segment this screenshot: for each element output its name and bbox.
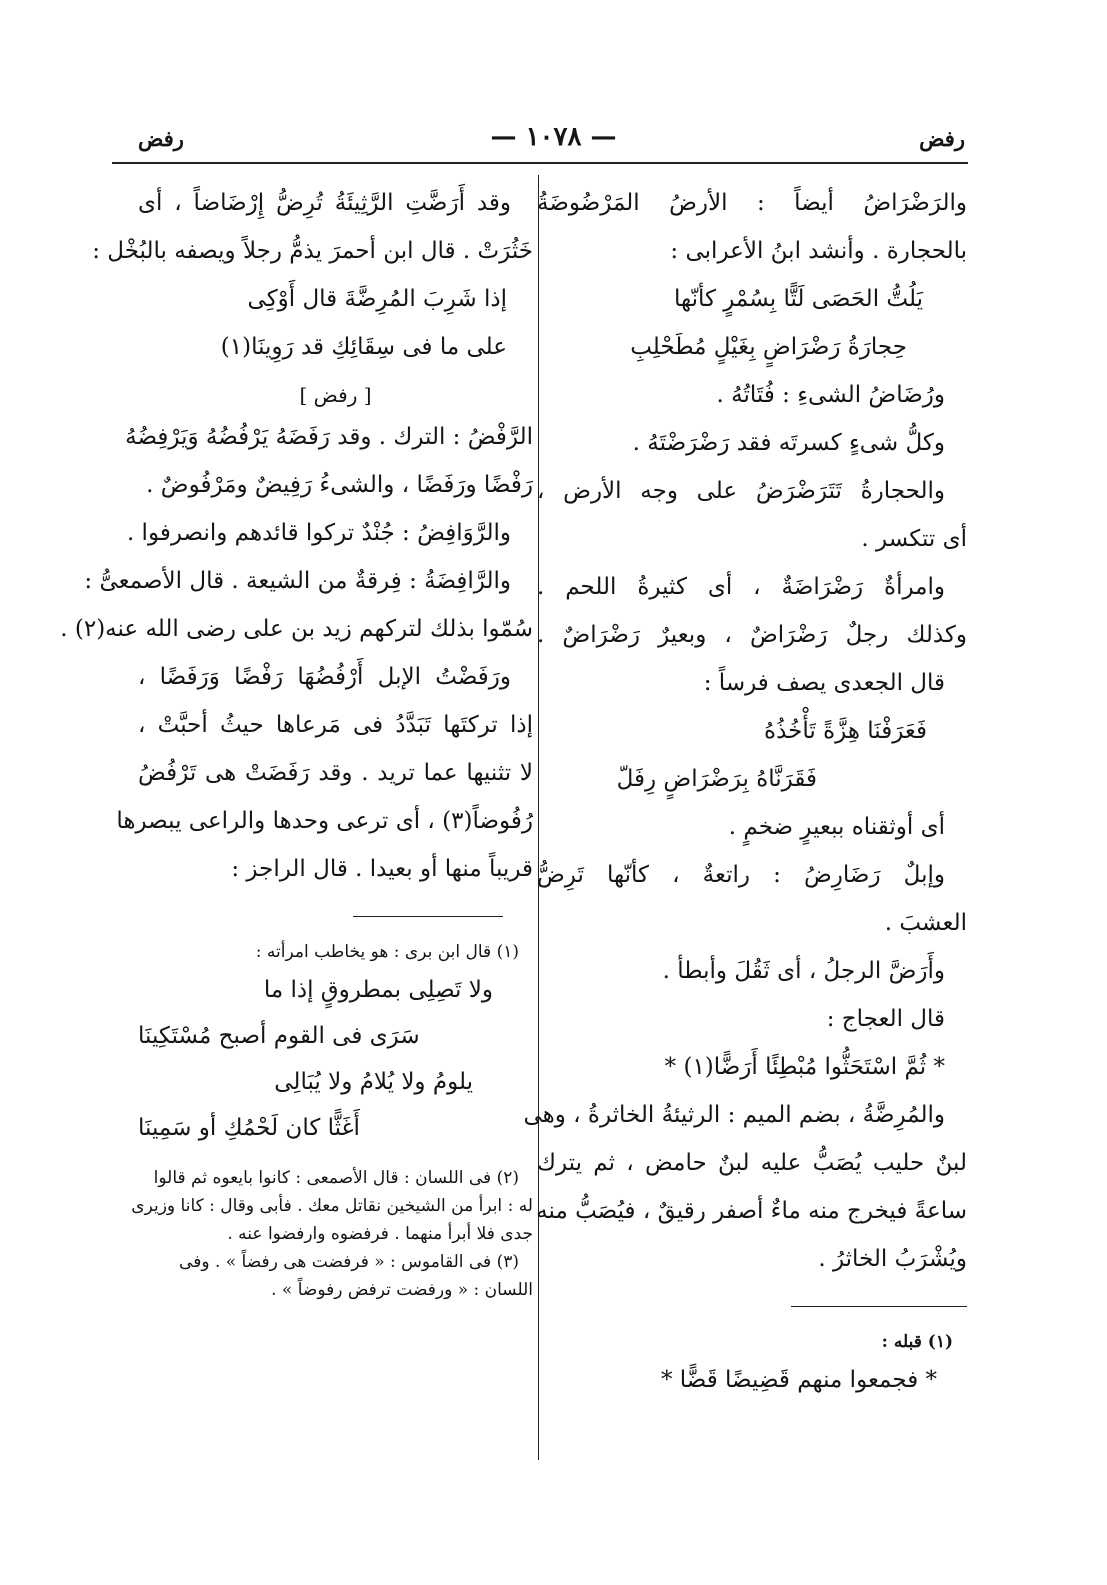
- verse-line: فَعَرَفْنَا هِزَّةً تَأْخُذُهُ: [764, 718, 927, 744]
- text-line: بالحجارة . وأنشد ابنُ الأعرابى :: [670, 238, 967, 264]
- text-line: وإبلٌ رَضَارِضُ : راتعةٌ ، كأنّها تَرِضُّ: [537, 862, 945, 888]
- text-line: ساعةً فيخرج منه ماءٌ أصفر رقيقٌ ، فيُصَبُّ منه: [536, 1198, 967, 1224]
- left-column: [60, 188, 533, 1305]
- footnote-1-verse: ولا تَصِلِى بمطروقٍ إذا ما: [263, 977, 493, 1003]
- page-number: — ١٠٧٨ —: [490, 122, 617, 152]
- verse-line: حِجارَةُ رَضْرَاضٍ بِغَيْلٍ مُطَحْلِبِ: [630, 334, 907, 360]
- text-line: أى تتكسر .: [861, 526, 967, 552]
- text-line: وامرأةٌ رَضْرَاضَةٌ ، أى كثيرةُ اللحم .: [537, 574, 945, 600]
- footnote-1-head: (١) قال ابن برى : هو يخاطب امرأته :: [255, 942, 519, 962]
- footnote-separator: [791, 1306, 967, 1307]
- text-line: العشبَ .: [884, 910, 967, 936]
- text-line: ورُضَاضُ الشىءِ : فُتَاتُهُ .: [716, 382, 945, 408]
- text-line: ويُشْرَبُ الخاثرُ .: [818, 1246, 967, 1272]
- footnote-1-verse: يلومُ ولا يُلامُ ولا يُبَالِى: [274, 1069, 473, 1095]
- footnote-2-line: جدى فلا أبرأ منهما . فرفضوه وارفضوا عنه .: [227, 1224, 533, 1244]
- verse-line: إذا شَرِبَ المُرِضَّةَ قال أَوْكِى: [247, 286, 507, 312]
- right-column: [523, 188, 967, 1411]
- footnote-1-head: (١) قبله :: [881, 1332, 953, 1352]
- text-line: وكذلك رجلٌ رَضْرَاضٌ ، وبعيرٌ رَضْرَاضٌ .: [537, 622, 967, 648]
- header-rule: [112, 162, 968, 164]
- text-line: والرَضْرَاضُ أيضاً : الأرضُ المَرْضُوضَةُ: [537, 190, 967, 216]
- verse-line: على ما فى سِقَائِكِ قد رَوِينَا(١): [220, 334, 507, 360]
- footnote-3-line: (٣) فى القاموس : « فرفضت هى رفضاً » . وفى: [179, 1252, 519, 1272]
- text-line: وكلُّ شىءٍ كسرتَه فقد رَضْرَضْتَهُ .: [632, 430, 945, 456]
- text-line: والمُرِضَّةُ ، بضم الميم : الرثيئةُ الخاثرةُ ، وهى: [523, 1102, 945, 1128]
- entry-heading: [ رفض ]: [299, 383, 372, 407]
- text-line: قريباً منها أو بعيدا . قال الراجز :: [231, 856, 533, 882]
- text-line: قال العجاج :: [826, 1006, 945, 1032]
- verse-line: * ثُمَّ اسْتَحَثُّوا مُبْطِئًا أَرَضًّا(١) *: [664, 1054, 945, 1080]
- text-line: قال الجعدى يصف فرساً :: [703, 670, 945, 696]
- footnote-3-line: اللسان : « ورفضت ترفض رفوضاً » .: [271, 1280, 533, 1300]
- text-line: خَثُرَتْ . قال ابن أحمرَ يذمُّ رجلاً ويصفه بالبُخْل :: [92, 238, 533, 264]
- footnote-1-verse: أَغَثًّا كان لَحْمُكِ أو سَمِينَا: [138, 1115, 360, 1141]
- text-line: إذا تركتَها تَبَدَّدُ فى مَرعاها حيثُ أحبَّتْ ،: [138, 712, 533, 738]
- text-line: سُمّوا بذلك لتركهم زيد بن على رضى الله عنه(٢) .: [60, 616, 533, 642]
- text-line: والحجارةُ تَتَرَضْرَضُ على وجه الأرض ،: [537, 478, 945, 504]
- text-line: رَفْضًا ورَفَضًا ، والشىءُ رَفِيضٌ ومَرْفُوضٌ .: [146, 472, 533, 498]
- text-line: لبنٌ حليب يُصَبُّ عليه لبنٌ حامض ، ثم يترك: [537, 1150, 967, 1176]
- text-line: والرَّافِضَةُ : فِرقةٌ من الشيعة . قال الأصمعىُّ :: [84, 568, 511, 594]
- footnote-1-verse: سَرَى فى القوم أصبح مُسْتَكِينَا: [138, 1023, 420, 1049]
- text-line: وأَرَضَّ الرجلُ ، أى ثَقُلَ وأبطأ .: [662, 958, 945, 984]
- text-line: رُفُوضاً(٣) ، أى ترعى وحدها والراعى يبصرها: [116, 808, 533, 834]
- text-line: الرَّفْضُ : الترك . وقد رَفَضَهُ يَرْفُضُهُ وَيَرْفِضُهُ: [125, 424, 533, 450]
- text-line: لا تثنيها عما تريد . وقد رَفَضَتْ هى تَرْفُضُ: [138, 760, 533, 786]
- footnote-1-verse: * فجمعوا منهم قَضِيضًا قَضًّا *: [660, 1367, 937, 1393]
- footnote-2-line: له : ابرأ من الشيخين نقاتل معك . فأبى وقال : كانا وزيرى: [131, 1196, 533, 1216]
- verse-line: فَقَرَنَّاهُ بِرَضْرَاضٍ رِفَلّ: [616, 766, 817, 792]
- running-head-right: رفض: [919, 126, 965, 151]
- footnote-separator: [353, 916, 503, 917]
- text-line: ورَفَضْتُ الإبل أَرْفُضُهَا رَفْضًا وَرَفَضًا ،: [138, 664, 511, 690]
- text-line: أى أوثقناه ببعيرٍ ضخمٍ .: [728, 814, 945, 840]
- running-head-left: رفض: [138, 126, 184, 151]
- verse-line: يَلُتُّ الحَصَى لَتًّا بِسُمْرٍ كأنّها: [673, 286, 923, 312]
- page-header: [0, 0, 1107, 170]
- text-line: والرَّوَافِضُ : جُنْدٌ تركوا قائدهم وانصرفوا .: [126, 520, 511, 546]
- text-line: وقد أَرَضَّتِ الرَّثِيئَةُ تُرِضُّ إِرْضَاضاً ، أى: [138, 190, 511, 216]
- footnote-2-line: (٢) فى اللسان : قال الأصمعى : كانوا بايعوه ثم قالوا: [153, 1168, 519, 1188]
